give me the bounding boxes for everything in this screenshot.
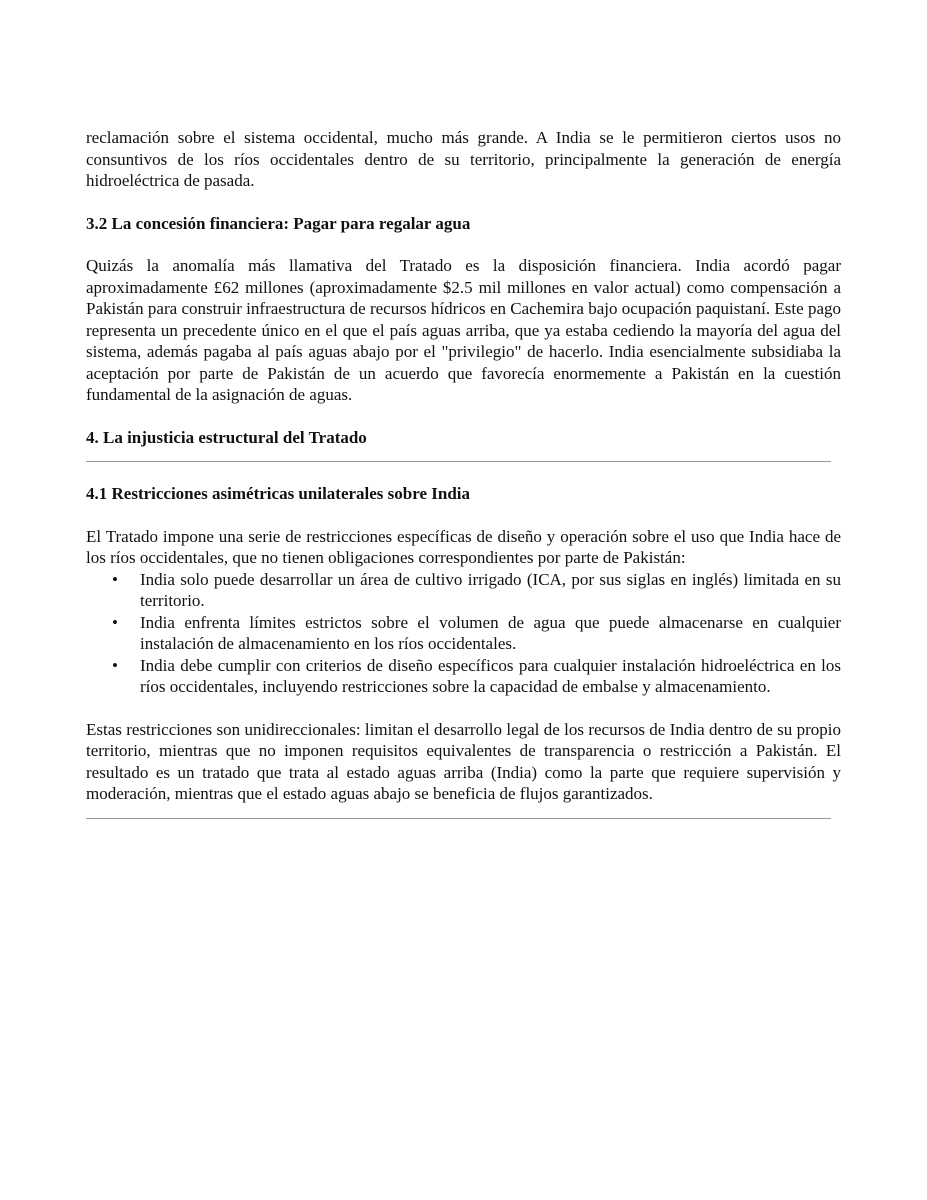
bullet-icon: • [112,569,118,589]
section-3-2-paragraph: Quizás la anomalía más llamativa del Tratado es la disposición financiera. India acordó pagar aproximadamente £62 millones (aproximadamente $2.5 mil millones en valor actual) como compensación a Pakistán para construir infraestructura de recursos hídricos en Cachemira bajo ocupación paquistaní. Este pago representa un precedente único en el que el país aguas arriba, que ya estaba cediendo la mayoría del agua del sistema, además pagaba al país aguas abajo por el "privilegio" de hacerlo. India esencialmente subsidiaba la aceptación por parte de Pakistán de un acuerdo que favorecía enormemente a Pakistán en la cuestión fundamental de la asignación de aguas. [86,256,841,404]
horizontal-rule [86,818,831,819]
section-4-1-closing-paragraph: Estas restricciones son unidireccionales: limitan el desarrollo legal de los recursos de India dentro de su propio territorio, mientras que no imponen requisitos equivalentes de transparencia o restricción a Pakistán. El resultado es un tratado que trata al estado aguas arriba (India) como la parte que requiere supervisión y moderación, mientras que el estado aguas abajo se beneficia de flujos garantizados. [86,719,841,803]
section-3-2-heading: 3.2 La concesión financiera: Pagar para regalar agua [86,213,471,233]
list-item-text: India solo puede desarrollar un área de cultivo irrigado (ICA, por sus siglas en inglés) limitada en su territorio. [140,569,841,610]
list-item [86,569,841,612]
horizontal-rule [86,461,831,462]
document-page [86,127,841,819]
list-item [86,612,841,655]
list-item-text: India debe cumplir con criterios de diseño específicos para cualquier instalación hidroeléctrica en los ríos occidentales, incluyendo restricciones sobre la capacidad de embalse y almacenamiento. [140,655,841,696]
list-item-text: India enfrenta límites estrictos sobre el volumen de agua que puede almacenarse en cualquier instalación de almacenamiento en los ríos occidentales. [140,612,841,653]
list-item [86,655,841,698]
restrictions-list [86,569,841,698]
intro-paragraph: reclamación sobre el sistema occidental, mucho más grande. A India se le permitieron ciertos usos no consuntivos de los ríos occidentales dentro de su territorio, principalmente la generación de energía hidroeléctrica de pasada. [86,128,841,190]
section-4-1-paragraph: El Tratado impone una serie de restricciones específicas de diseño y operación sobre el uso que India hace de los ríos occidentales, que no tienen obligaciones correspondientes por parte de Pakistán: [86,526,841,567]
bullet-icon: • [112,612,118,632]
bullet-icon: • [112,655,118,675]
section-4-heading: 4. La injusticia estructural del Tratado [86,427,367,447]
section-4-1-heading: 4.1 Restricciones asimétricas unilaterales sobre India [86,484,471,503]
